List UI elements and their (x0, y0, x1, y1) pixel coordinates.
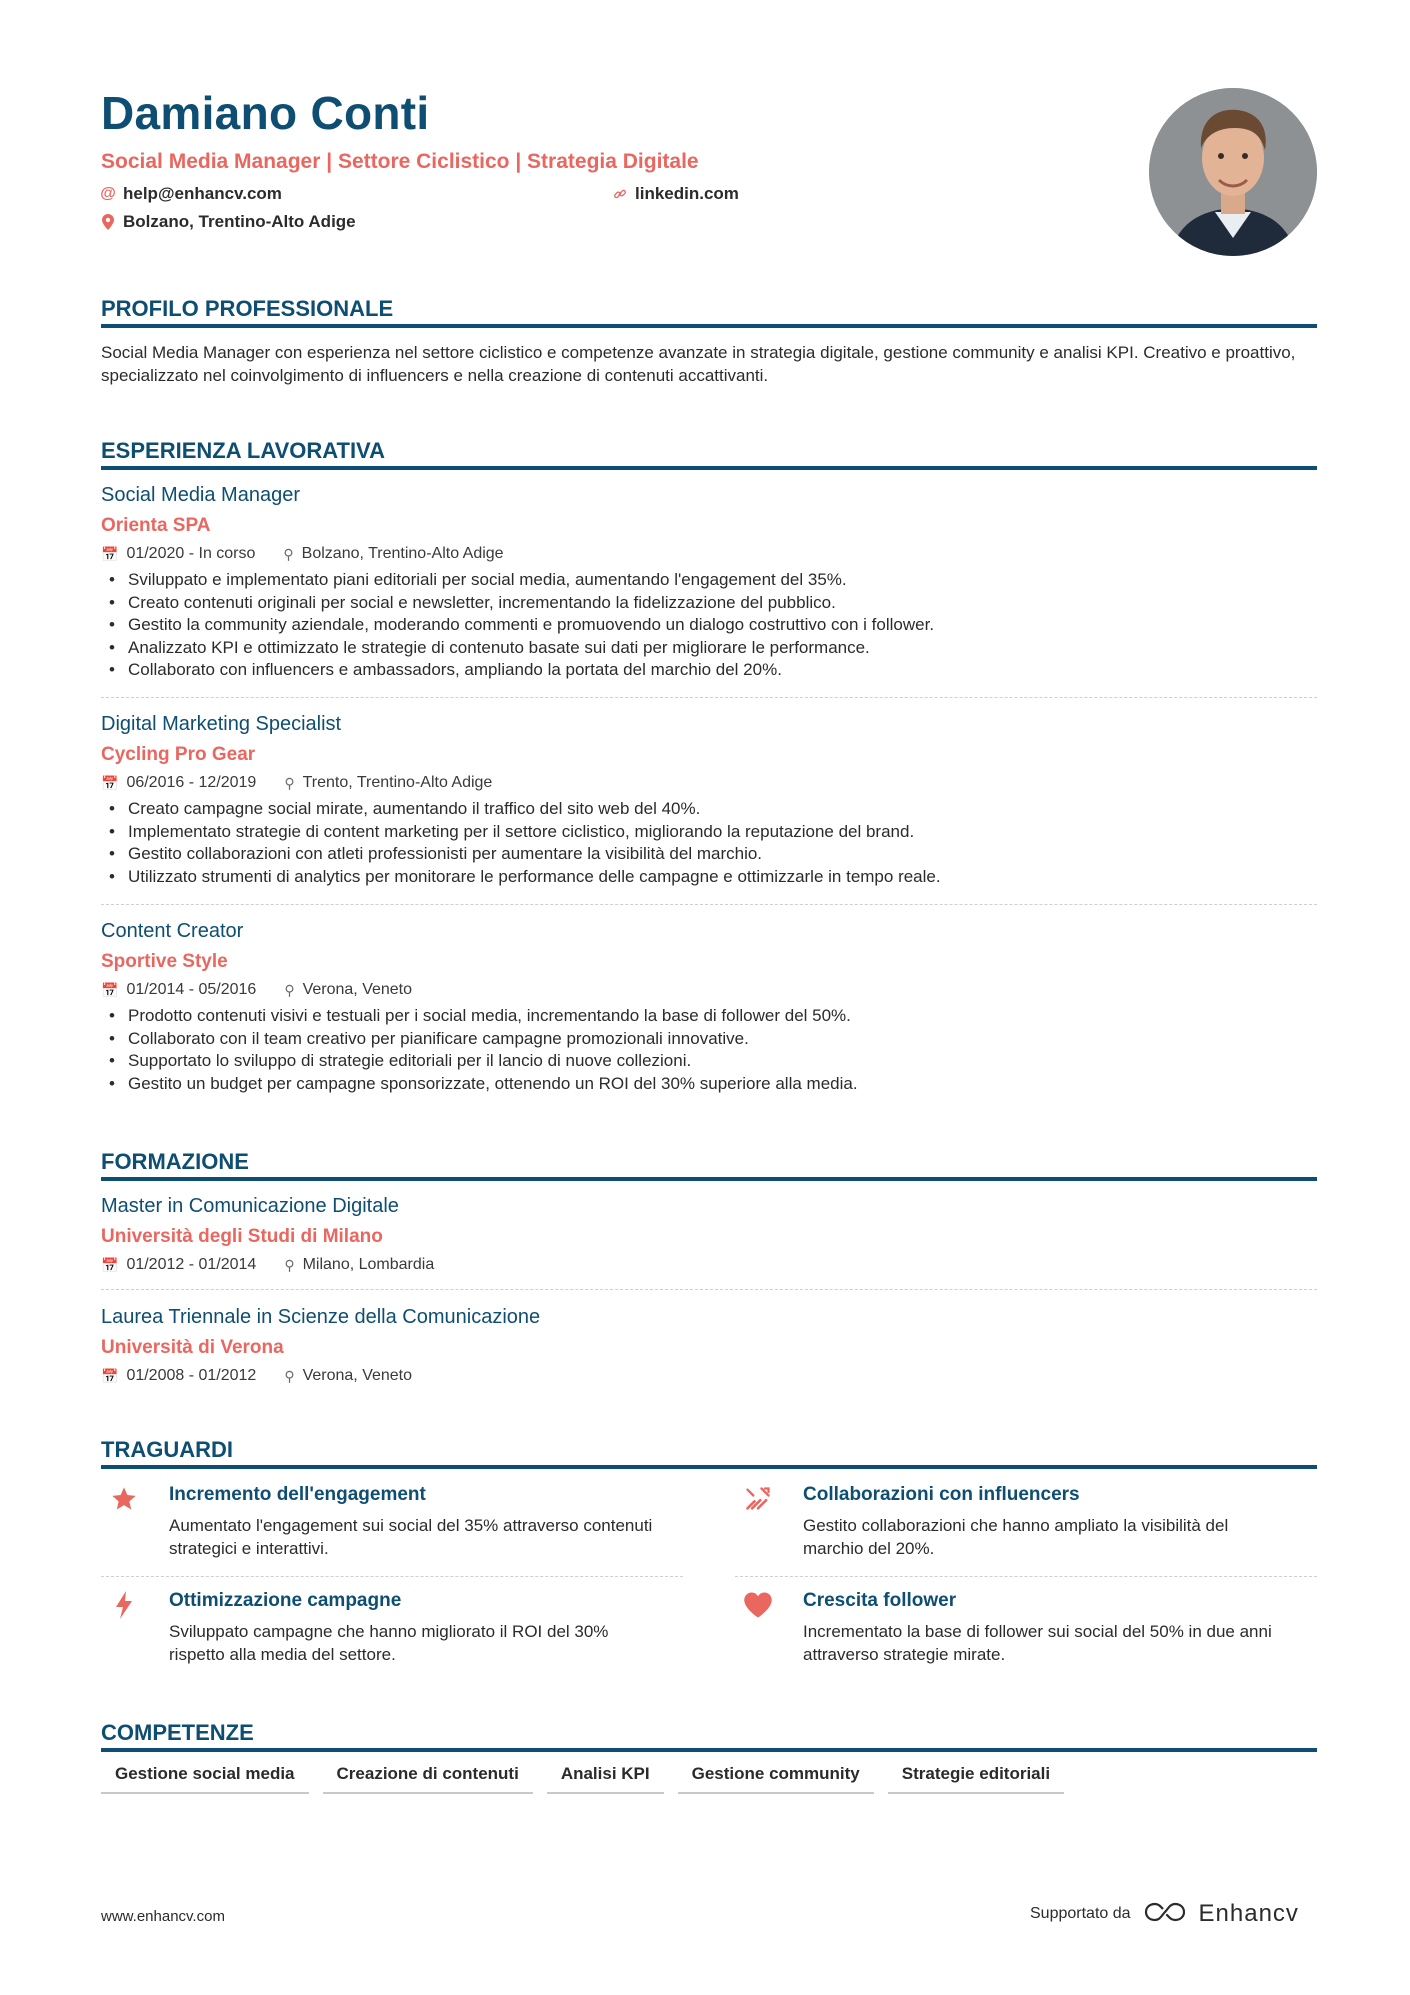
profile-photo (1149, 88, 1317, 256)
job-bullets (101, 569, 1317, 682)
list-item: • Gestito collaborazioni con atleti professionisti per aumentare la visibilità del marchio. (101, 843, 1317, 866)
list-item: • Sviluppato e implementato piani editoriali per social media, aumentando l'engagement del 35%. (101, 569, 1317, 592)
job-meta: 📅 01/2014 - 05/2016 ⚲ Verona, Veneto (101, 981, 413, 998)
education-meta: 📅 01/2012 - 01/2014 ⚲ Milano, Lombardia (101, 1256, 435, 1273)
job-meta: 📅 01/2020 - In corso ⚲ Bolzano, Trentino-Alto Adige (101, 545, 504, 562)
list-item: • Creato campagne social mirate, aumentando il traffico del sito web del 40%. (101, 798, 1317, 821)
divider (101, 1289, 1317, 1290)
skill-tag: Analisi KPI (547, 1761, 664, 1794)
divider (101, 904, 1317, 905)
experience-section-title: ESPERIENZA LAVORATIVA (101, 438, 1317, 470)
headline: Social Media Manager | Settore Ciclistico | Strategia Digitale (101, 150, 699, 173)
contact-linkedin[interactable]: linkedin.com (613, 184, 739, 204)
map-pin-icon: ⚲ (284, 1367, 295, 1384)
list-item: • Utilizzato strumenti di analytics per monitorare le performance delle campagne e ottimizzarle in tempo reale. (101, 866, 1317, 889)
divider (735, 1576, 1317, 1577)
job-meta: 📅 06/2016 - 12/2019 ⚲ Trento, Trentino-Alto Adige (101, 774, 493, 791)
calendar-icon: 📅 (101, 545, 119, 562)
company-name: Cycling Pro Gear (101, 744, 256, 765)
divider (101, 1576, 683, 1577)
footer-website[interactable]: www.enhancv.com (101, 1908, 225, 1925)
heart-icon (743, 1590, 773, 1620)
map-pin-icon: ⚲ (284, 774, 295, 791)
list-item: • Supportato lo sviluppo di strategie editoriali per il lancio di nuove collezioni. (101, 1050, 1317, 1073)
skill-tag: Strategie editoriali (888, 1761, 1064, 1794)
star-icon (109, 1484, 139, 1514)
calendar-icon: 📅 (101, 774, 119, 791)
map-pin-icon: ⚲ (283, 545, 294, 562)
list-item: • Gestito la community aziendale, moderando commenti e promuovendo un dialogo costruttivo con i follower. (101, 614, 1317, 637)
list-item: • Gestito un budget per campagne sponsorizzate, ottenendo un ROI del 30% superiore alla media. (101, 1073, 1317, 1096)
calendar-icon: 📅 (101, 1367, 119, 1384)
contact-location: Bolzano, Trentino-Alto Adige (101, 212, 356, 232)
skills-list (101, 1761, 1064, 1794)
at-icon: @ (100, 185, 116, 202)
skill-tag: Creazione di contenuti (323, 1761, 533, 1794)
calendar-icon: 📅 (101, 1256, 119, 1273)
skill-tag: Gestione social media (101, 1761, 309, 1794)
contact-email[interactable]: @ help@enhancv.com (100, 184, 282, 203)
job-title: Content Creator (101, 920, 244, 942)
job-title: Social Media Manager (101, 484, 300, 506)
education-meta: 📅 01/2008 - 01/2012 ⚲ Verona, Veneto (101, 1367, 413, 1384)
skill-tag: Gestione community (678, 1761, 874, 1794)
divider (101, 697, 1317, 698)
list-item: • Collaborato con il team creativo per pianificare campagne promozionali innovative. (101, 1028, 1317, 1051)
list-item: • Implementato strategie di content marketing per il settore ciclistico, migliorando la reputazione del brand. (101, 821, 1317, 844)
handshake-icon (743, 1484, 773, 1514)
profile-summary: Social Media Manager con esperienza nel settore ciclistico e competenze avanzate in strategia digitale, gestione community e analisi KPI. Creativo e proattivo, specializzato nel coinvolgimento di influencers e nella creazione di contenuti accattivanti. (101, 343, 1296, 385)
company-name: Sportive Style (101, 951, 228, 972)
list-item: • Collaborato con influencers e ambassadors, ampliando la portata del marchio del 20%. (101, 659, 1317, 682)
school-name: Università degli Studi di Milano (101, 1226, 383, 1247)
map-pin-icon: ⚲ (284, 981, 295, 998)
degree-title: Master in Comunicazione Digitale (101, 1195, 399, 1217)
brand-name: Enhancv (1198, 1900, 1299, 1927)
job-bullets (101, 1005, 1317, 1095)
map-pin-icon (101, 214, 115, 230)
bolt-icon (109, 1590, 139, 1620)
map-pin-icon: ⚲ (284, 1256, 295, 1273)
school-name: Università di Verona (101, 1337, 284, 1358)
list-item: • Prodotto contenuti visivi e testuali per i social media, incrementando la base di follower del 50%. (101, 1005, 1317, 1028)
enhancv-logo-icon (1143, 1901, 1187, 1928)
job-title: Digital Marketing Specialist (101, 713, 342, 735)
education-section-title: FORMAZIONE (101, 1149, 1317, 1181)
link-icon (613, 186, 627, 202)
profile-section-title: PROFILO PROFESSIONALE (101, 296, 1317, 328)
candidate-name: Damiano Conti (101, 87, 430, 139)
list-item: • Analizzato KPI e ottimizzato le strategie di contenuto basate sui dati per migliorare le performance. (101, 637, 1317, 660)
skills-section-title: COMPETENZE (101, 1720, 1317, 1752)
list-item: • Creato contenuti originali per social e newsletter, incrementando la fidelizzazione del pubblico. (101, 592, 1317, 615)
job-bullets (101, 798, 1317, 888)
achievements-section-title: TRAGUARDI (101, 1437, 1317, 1469)
calendar-icon: 📅 (101, 981, 119, 998)
degree-title: Laurea Triennale in Scienze della Comunicazione (101, 1306, 541, 1328)
company-name: Orienta SPA (101, 515, 211, 536)
footer-brand[interactable] (1030, 1900, 1299, 1928)
powered-by-label: Supportato da (1030, 1905, 1131, 1922)
